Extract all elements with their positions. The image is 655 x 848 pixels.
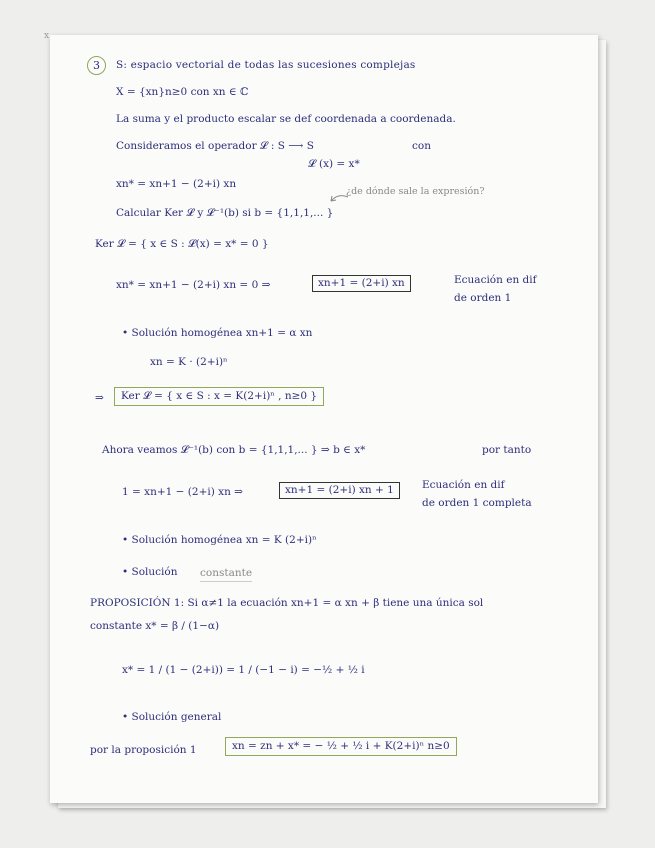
line-16-constante: constante — [200, 568, 252, 582]
result-box-ker: Ker 𝓛 = { x ∈ S : x = K(2+i)ⁿ , n≥0 } — [114, 387, 324, 406]
operator-def: 𝓛 (x) = x* — [308, 158, 360, 170]
note-arrow-icon — [328, 191, 350, 207]
line-21: por la proposición 1 — [90, 744, 197, 756]
line-11: xn = K · (2+i)ⁿ — [150, 356, 228, 368]
line-1: S: espacio vectorial de todas las sucesiones complejas — [116, 59, 416, 71]
note-order-1: de orden 1 — [454, 292, 512, 304]
corner-mark: x — [44, 31, 50, 41]
line-15: • Solución homogénea xn = K (2+i)ⁿ — [122, 534, 317, 546]
line-10: • Solución homogénea xn+1 = α xn — [122, 327, 313, 339]
implies-icon: ⇒ — [95, 392, 104, 404]
line-18: constante x* = β / (1−α) — [90, 620, 220, 632]
line-3: La suma y el producto escalar se def coordenada a coordenada. — [116, 113, 456, 125]
side-note: ¿de dónde sale la expresión? — [346, 186, 485, 197]
note-order-complete: de orden 1 completa — [422, 497, 532, 509]
line-20: • Solución general — [122, 711, 222, 723]
line-9: xn* = xn+1 − (2+i) xn = 0 ⇒ — [116, 279, 271, 291]
line-2: X = {xn}n≥0 con xn ∈ ℂ — [116, 86, 249, 98]
boxed-eq-2: xn+1 = (2+i) xn + 1 — [279, 482, 400, 499]
boxed-eq-1: xn+1 = (2+i) xn — [312, 275, 411, 292]
line-13-tanto: por tanto — [482, 444, 532, 456]
result-box-general: xn = zn + x* = − ½ + ½ i + K(2+i)ⁿ n≥0 — [225, 737, 457, 756]
line-19: x* = 1 / (1 − (2+i)) = 1 / (−1 − i) = −½ + ½ i — [122, 664, 365, 676]
line-4: Consideramos el operador 𝓛 : S ⟶ S — [116, 140, 314, 152]
exercise-number: 3 — [87, 56, 106, 75]
line-8: Ker 𝓛 = { x ∈ S : 𝓛(x) = x* = 0 } — [95, 238, 269, 250]
line-7: Calcular Ker 𝓛 y 𝓛⁻¹(b) si b = {1,1,1,... } — [116, 207, 334, 219]
line-13: Ahora veamos 𝓛⁻¹(b) con b = {1,1,1,... } ⇒ b ∈ x* — [102, 444, 366, 456]
line-6: xn* = xn+1 − (2+i) xn — [116, 178, 237, 190]
note-eq-dif-1: Ecuación en dif — [454, 274, 537, 286]
line-14: 1 = xn+1 − (2+i) xn ⇒ — [122, 486, 243, 498]
proposition-1: PROPOSICIÓN 1: Si α≠1 la ecuación xn+1 = α xn + β tiene una única sol — [90, 597, 484, 609]
note-eq-dif-2: Ecuación en dif — [422, 479, 505, 491]
line-16: • Solución — [122, 566, 178, 578]
line-4-con: con — [412, 140, 431, 152]
notebook-page — [44, 31, 598, 803]
